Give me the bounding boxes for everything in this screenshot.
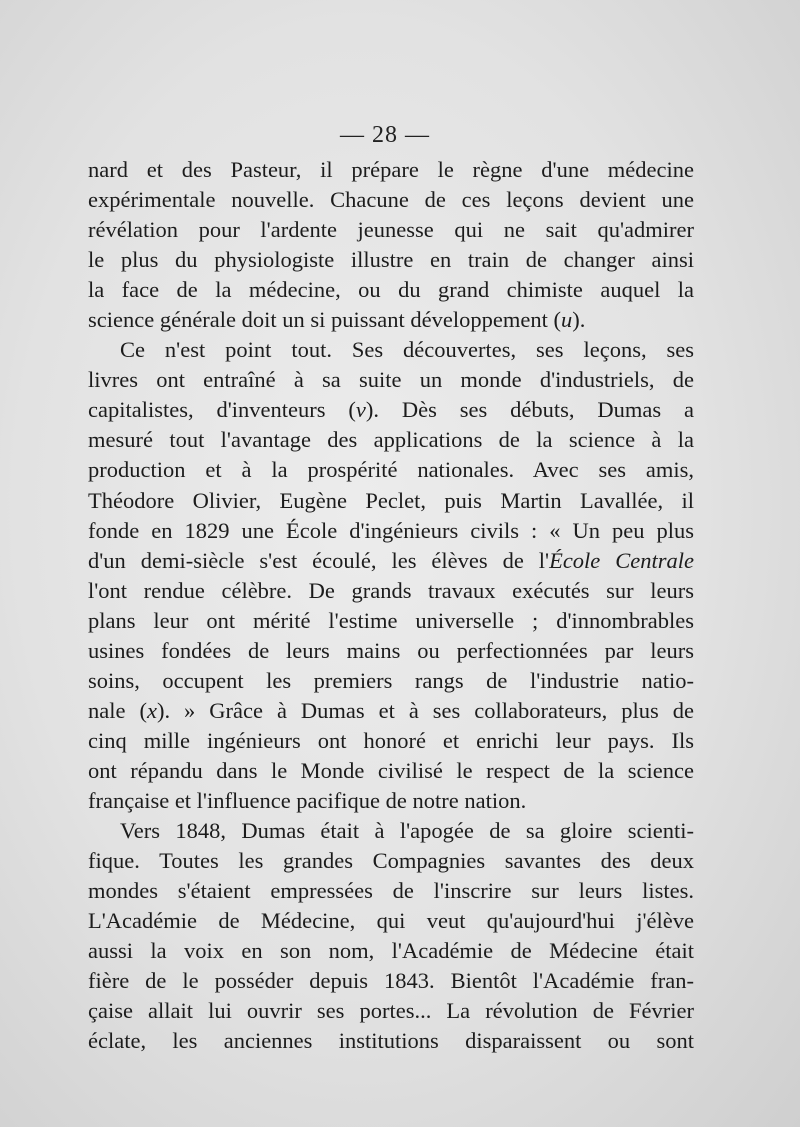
page-number: — 28 — xyxy=(340,122,430,148)
text-line: mesuré tout l'avantage des applications de la science à la xyxy=(88,427,694,453)
text-line: ont répandu dans le Monde civilisé le respect de la science xyxy=(88,757,694,783)
text-line: Ce n'est point tout. Ses découvertes, ses leçons, ses xyxy=(120,337,694,363)
text-line: science générale doit un si puissant développement (u). xyxy=(88,307,586,333)
text-line: aussi la voix en son nom, l'Académie de Médecine était xyxy=(88,938,694,964)
text-line: d'un demi-siècle s'est écoulé, les élèves de l'École Centrale xyxy=(88,547,694,573)
text-line: fonde en 1829 une École d'ingénieurs civils : « Un peu plus xyxy=(88,517,694,543)
text-line: révélation pour l'ardente jeunesse qui ne sait qu'admirer xyxy=(88,217,694,243)
text-line: soins, occupent les premiers rangs de l'industrie natio- xyxy=(88,667,694,693)
text-line: l'ont rendue célèbre. De grands travaux exécutés sur leurs xyxy=(88,577,694,603)
text-line: nard et des Pasteur, il prépare le règne d'une médecine xyxy=(88,157,694,182)
text-line: livres ont entraîné à sa suite un monde d'industriels, de xyxy=(88,367,694,393)
text-line: fière de le posséder depuis 1843. Bientôt l'Académie fran- xyxy=(88,968,694,994)
text-line: plans leur ont mérité l'estime universelle ; d'innombrables xyxy=(88,607,694,633)
text-line: L'Académie de Médecine, qui veut qu'aujourd'hui j'élève xyxy=(88,908,694,934)
text-line: Vers 1848, Dumas était à l'apogée de sa gloire scienti- xyxy=(120,818,694,844)
text-line: production et à la prospérité nationales. Avec ses amis, xyxy=(88,457,694,483)
body-text xyxy=(88,155,694,1056)
text-line: la face de la médecine, ou du grand chimiste auquel la xyxy=(88,277,694,303)
text-line: capitalistes, d'inventeurs (v). Dès ses débuts, Dumas a xyxy=(88,397,695,423)
text-line: fique. Toutes les grandes Compagnies savantes des deux xyxy=(88,848,694,874)
text-line: mondes s'étaient empressées de l'inscrire sur leurs listes. xyxy=(88,878,694,904)
text-line: cinq mille ingénieurs ont honoré et enrichi leur pays. Ils xyxy=(88,727,694,753)
text-line: éclate, les anciennes institutions disparaissent ou sont xyxy=(88,1028,694,1054)
text-line: Théodore Olivier, Eugène Peclet, puis Martin Lavallée, il xyxy=(88,487,694,513)
text-line: expérimentale nouvelle. Chacune de ces leçons devient une xyxy=(88,187,694,213)
text-line: nale (x). » Grâce à Dumas et à ses collaborateurs, plus de xyxy=(88,697,694,723)
text-line: çaise allait lui ouvrir ses portes... La révolution de Février xyxy=(88,998,694,1024)
text-line: le plus du physiologiste illustre en train de changer ainsi xyxy=(88,247,694,273)
text-line: usines fondées de leurs mains ou perfectionnées par leurs xyxy=(88,637,694,663)
text-line: française et l'influence pacifique de notre nation. xyxy=(88,787,527,813)
